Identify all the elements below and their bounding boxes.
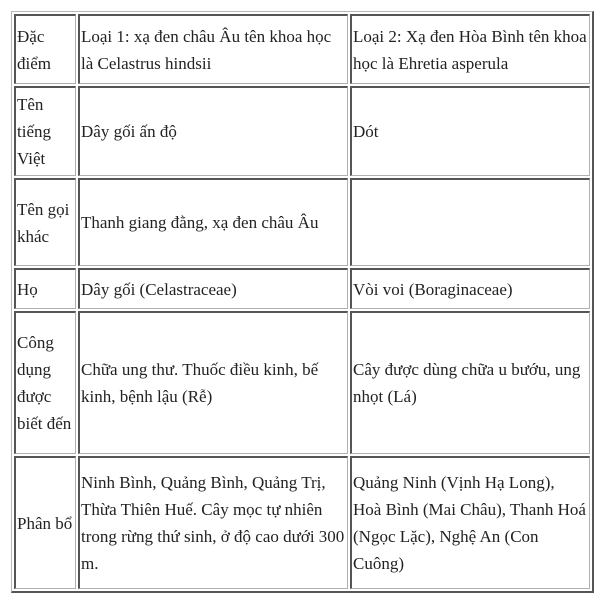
type1-cell: Dây gối ấn độ: [78, 86, 348, 176]
type2-cell: Vòi voi (Boraginaceae): [350, 268, 590, 309]
row-label: Tên tiếng Việt: [14, 86, 76, 176]
type2-cell: [350, 178, 590, 266]
row-label: Đặc điểm: [14, 14, 76, 84]
row-label: Phân bổ: [14, 456, 76, 589]
type2-cell: Dót: [350, 86, 590, 176]
type1-cell: Dây gối (Celastraceae): [78, 268, 348, 309]
table-row-uses: [14, 311, 590, 454]
comparison-table-container: [11, 11, 594, 593]
table-row-vietnamese-name: [14, 86, 590, 176]
type1-cell: Chữa ung thư. Thuốc điều kinh, bế kinh, bệnh lậu (Rễ): [78, 311, 348, 454]
type2-cell: Quảng Ninh (Vịnh Hạ Long), Hoà Bình (Mai Châu), Thanh Hoá (Ngọc Lặc), Nghệ An (Con Cuông): [350, 456, 590, 589]
table-row-distribution: [14, 456, 590, 589]
row-label: Họ: [14, 268, 76, 309]
type2-cell: Loại 2: Xạ đen Hòa Bình tên khoa học là Ehretia asperula: [350, 14, 590, 84]
table-row-other-names: [14, 178, 590, 266]
type1-cell: Ninh Bình, Quảng Bình, Quảng Trị, Thừa Thiên Huế. Cây mọc tự nhiên trong rừng thứ sinh, ở độ cao dưới 300 m.: [78, 456, 348, 589]
table-row-family: [14, 268, 590, 309]
comparison-table: [11, 11, 594, 593]
row-label: Tên gọi khác: [14, 178, 76, 266]
type2-cell: Cây được dùng chữa u bướu, ung nhọt (Lá): [350, 311, 590, 454]
type1-cell: Loại 1: xạ đen châu Âu tên khoa học là Celastrus hindsii: [78, 14, 348, 84]
type1-cell: Thanh giang đằng, xạ đen châu Âu: [78, 178, 348, 266]
row-label: Công dụng được biết đến: [14, 311, 76, 454]
table-row-characteristic: [14, 14, 590, 84]
